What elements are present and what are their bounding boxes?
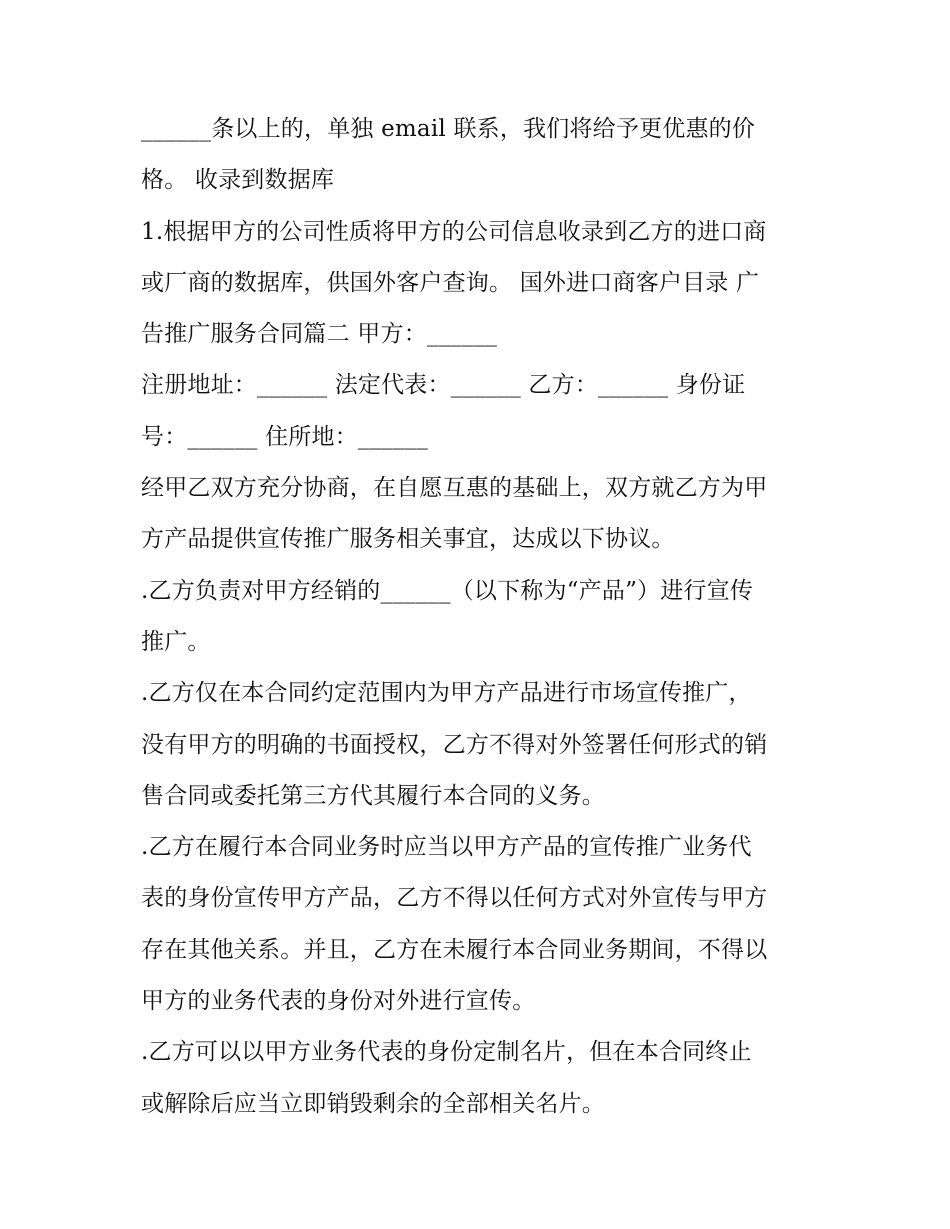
document-line: .乙方可以以甲方业务代表的身份定制名片，但在本合同终止 [141, 1039, 752, 1066]
document-line: 经甲乙双方充分协商，在自愿互惠的基础上，双方就乙方为甲 [141, 475, 768, 502]
document-line: 1.根据甲方的公司性质将甲方的公司信息收录到乙方的进口商 [141, 218, 767, 245]
document-line: 注册地址：______ 法定代表：______ 乙方：______ 身份证 [141, 372, 746, 399]
document-line: ______条以上的，单独 email 联系，我们将给予更优惠的价 [141, 116, 756, 142]
document-line: .乙方在履行本合同业务时应当以甲方产品的宣传推广业务代 [141, 834, 752, 861]
document-line: 或厂商的数据库，供国外客户查询。 国外进口商客户目录 广 [141, 269, 760, 296]
document-line: .乙方仅在本合同约定范围内为甲方产品进行市场宣传推广， [141, 680, 752, 707]
document-line: 号：______ 住所地：______ [141, 423, 429, 450]
document-line: 告推广服务合同篇二 甲方：______ [141, 321, 498, 348]
document-line: 存在其他关系。并且，乙方在未履行本合同业务期间，不得以 [141, 936, 768, 963]
document-line: 没有甲方的明确的书面授权，乙方不得对外签署任何形式的销 [141, 731, 768, 758]
document-line: 售合同或委托第三方代其履行本合同的义务。 [141, 782, 605, 809]
document-line: 或解除后应当立即销毁剩余的全部相关名片。 [141, 1090, 605, 1117]
document-line: 方产品提供宣传推广服务相关事宜，达成以下协议。 [141, 526, 675, 553]
document-line: .乙方负责对甲方经销的______（以下称为“产品”）进行宣传 [141, 577, 754, 604]
document-line: 推广。 [141, 628, 211, 655]
document-body [141, 104, 821, 1130]
document-line: 表的身份宣传甲方产品，乙方不得以任何方式对外宣传与甲方 [141, 885, 768, 912]
document-line: 格。 收录到数据库 [141, 167, 335, 194]
document-line: 甲方的业务代表的身份对外进行宣传。 [141, 988, 536, 1015]
